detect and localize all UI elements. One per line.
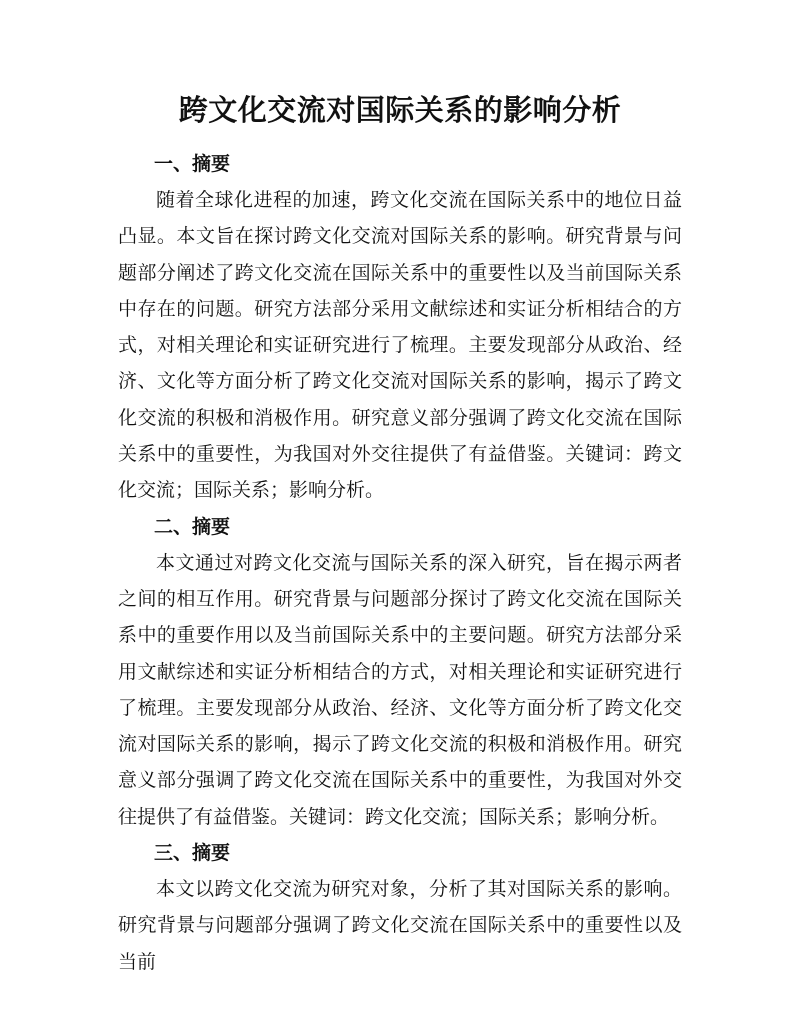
section-heading: 二、摘要 <box>154 515 231 538</box>
section-1 <box>118 146 682 509</box>
section-heading: 一、摘要 <box>154 153 231 175</box>
section-paragraph: 本文通过对跨文化交流与国际关系的深入研究，旨在揭示两者之间的相互作用。研究背景与问题部分探讨了跨文化交流在国际关系中的重要作用以及当前国际关系中的主要问题。研究方法部分采用文献综述和实证分析相结合的方式，对相关理论和实证研究进行了梳理。主要发现部分从政治、经济、文化等方面分析了跨文化交流对国际关系的影响，揭示了跨文化交流的积极和消极作用。研究意义部分强调了跨文化交流在国际关系中的重要性，为我国对外交往提供了有益借鉴。关键词：跨文化交流；国际关系；影响分析。 <box>118 551 682 828</box>
section-2 <box>118 509 682 835</box>
section-heading: 三、摘要 <box>154 842 231 865</box>
document-title: 跨文化交流对国际关系的影响分析 <box>178 93 622 127</box>
section-3 <box>118 835 682 980</box>
section-paragraph: 随着全球化进程的加速，跨文化交流在国际关系中的地位日益凸显。本文旨在探讨跨文化交流对国际关系的影响。研究背景与问题部分阐述了跨文化交流在国际关系中的重要性以及当前国际关系中存在的问题。研究方法部分采用文献综述和实证分析相结合的方式，对相关理论和实证研究进行了梳理。主要发现部分从政治、经济、文化等方面分析了跨文化交流对国际关系的影响，揭示了跨文化交流的积极和消极作用。研究意义部分强调了跨文化交流在国际关系中的重要性，为我国对外交往提供了有益借鉴。关键词：跨文化交流；国际关系；影响分析。 <box>118 189 682 502</box>
section-paragraph: 本文以跨文化交流为研究对象，分析了其对国际关系的影响。研究背景与问题部分强调了跨文化交流在国际关系中的重要性以及当前 <box>118 878 682 973</box>
document-body <box>118 146 682 980</box>
